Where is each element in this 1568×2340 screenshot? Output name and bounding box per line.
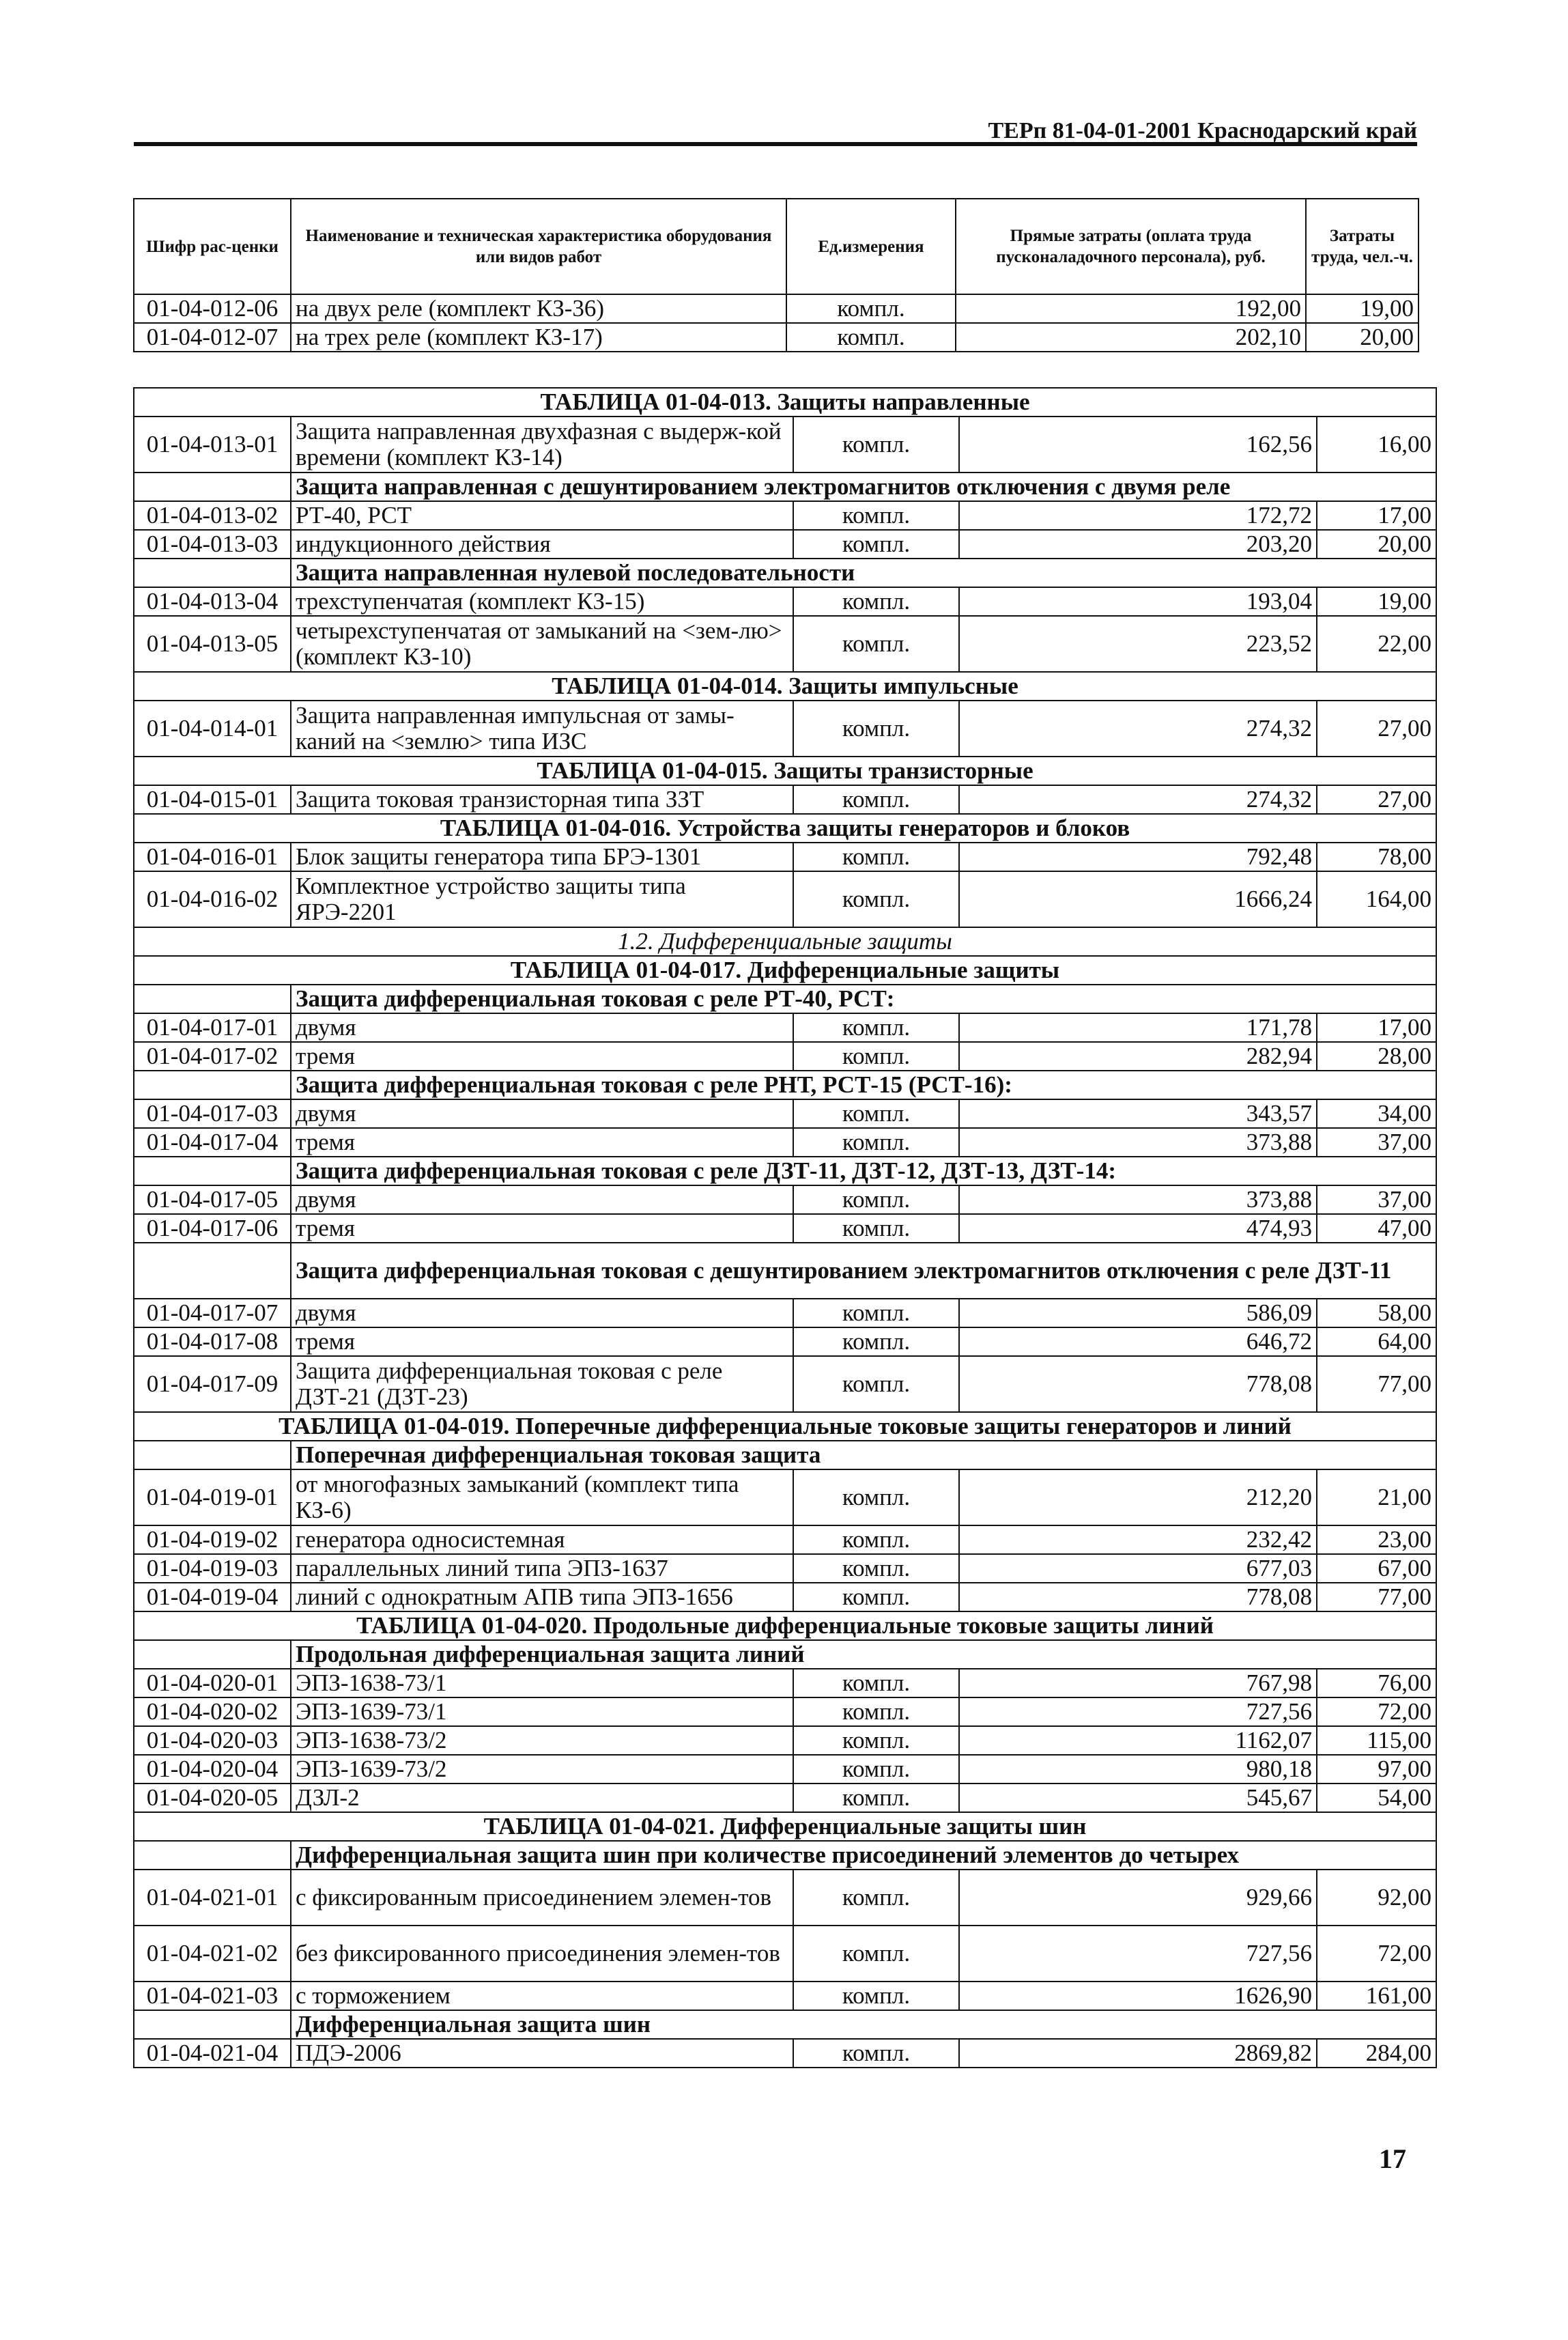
rates-table: [133, 387, 1437, 2068]
cell-name: трехступенчатая (комплект КЗ-15): [291, 587, 793, 616]
cell-name: с фиксированным присоединением элемен-тов: [291, 1870, 793, 1926]
cell-cost: 778,08: [959, 1583, 1317, 1611]
cell-name: двумя: [291, 1013, 793, 1042]
subheading: Продольная дифференциальная защита линий: [291, 1640, 1436, 1669]
cell-labor: 22,00: [1317, 616, 1436, 672]
cell-code: 01-04-020-01: [134, 1669, 291, 1697]
cell-labor: 28,00: [1317, 1042, 1436, 1071]
cell-unit: компл.: [793, 785, 959, 814]
cell-cost: 203,20: [959, 530, 1317, 559]
cell-code: 01-04-019-04: [134, 1583, 291, 1611]
subheading: Защита направленная нулевой последовательности: [291, 559, 1436, 587]
cell-labor: 72,00: [1317, 1926, 1436, 1982]
cell-code: 01-04-013-04: [134, 587, 291, 616]
cell-code: 01-04-014-01: [134, 701, 291, 757]
cell-labor: 164,00: [1317, 871, 1436, 927]
cell-code: 01-04-019-01: [134, 1469, 291, 1525]
cell-name: четырехступенчатая от замыканий на <зем-лю> (комплект КЗ-10): [291, 616, 793, 672]
cell-labor: 17,00: [1317, 501, 1436, 530]
cell-code: 01-04-016-02: [134, 871, 291, 927]
cell-name: Защита токовая транзисторная типа ЗЗТ: [291, 785, 793, 814]
cell-name: Защита направленная импульсная от замы-каний на <землю> типа ИЗС: [291, 701, 793, 757]
cell-cost: 373,88: [959, 1128, 1317, 1157]
subheading: Дифференциальная защита шин: [291, 2010, 1436, 2039]
cell-cost: 192,00: [956, 294, 1306, 323]
cell-code: 01-04-017-08: [134, 1327, 291, 1356]
cell-cost: 172,72: [959, 501, 1317, 530]
cell-unit: компл.: [793, 1982, 959, 2010]
header-table: [133, 198, 1419, 352]
cell-name: параллельных линий типа ЭПЗ-1637: [291, 1554, 793, 1583]
cell-name: Комплектное устройство защиты типа ЯРЭ-2201: [291, 871, 793, 927]
table-row: [134, 616, 1436, 672]
table-row: [134, 1926, 1436, 1982]
table-row: [134, 1982, 1436, 2010]
cell-cost: 274,32: [959, 701, 1317, 757]
table-row: [134, 417, 1436, 473]
cell-name: на трех реле (комплект КЗ-17): [291, 323, 786, 352]
subheading: Защита дифференциальная токовая с реле ДЗТ-11, ДЗТ-12, ДЗТ-13, ДЗТ-14:: [291, 1157, 1436, 1185]
cell-cost: 980,18: [959, 1755, 1317, 1784]
cell-code: 01-04-017-03: [134, 1099, 291, 1128]
cell-cost: 1626,90: [959, 1982, 1317, 2010]
col-header-unit: Ед.измерения: [786, 199, 956, 294]
cell-cost: 727,56: [959, 1697, 1317, 1726]
cell-name: ЭПЗ-1638-73/1: [291, 1669, 793, 1697]
cell-name: тремя: [291, 1042, 793, 1071]
cell-name: без фиксированного присоединения элемен-тов: [291, 1926, 793, 1982]
cell-labor: 92,00: [1317, 1870, 1436, 1926]
table-row: [134, 1128, 1436, 1157]
cell-labor: 47,00: [1317, 1214, 1436, 1243]
cell-unit: компл.: [793, 1469, 959, 1525]
cell-unit: компл.: [793, 1214, 959, 1243]
cell-cost: 778,08: [959, 1356, 1317, 1412]
cell-code: 01-04-013-03: [134, 530, 291, 559]
cell-code: 01-04-013-01: [134, 417, 291, 473]
cell-unit: компл.: [793, 1525, 959, 1554]
cell-unit: компл.: [793, 871, 959, 927]
cell-code: 01-04-020-04: [134, 1755, 291, 1784]
table-row: [134, 1554, 1436, 1583]
table-row: [134, 1299, 1436, 1327]
table-row: [134, 785, 1436, 814]
cell-labor: 27,00: [1317, 785, 1436, 814]
cell-name: ЭПЗ-1639-73/1: [291, 1697, 793, 1726]
cell-cost: 767,98: [959, 1669, 1317, 1697]
cell-code: 01-04-013-02: [134, 501, 291, 530]
cell-code: 01-04-020-02: [134, 1697, 291, 1726]
cell-cost: 929,66: [959, 1870, 1317, 1926]
col-header-labor: Затраты труда, чел.-ч.: [1306, 199, 1419, 294]
page-number: 17: [1379, 2143, 1406, 2174]
cell-unit: компл.: [793, 1099, 959, 1128]
cell-labor: 115,00: [1317, 1726, 1436, 1755]
cell-name: Блок защиты генератора типа БРЭ-1301: [291, 843, 793, 871]
table-title-017: ТАБЛИЦА 01-04-017. Дифференциальные защиты: [134, 956, 1436, 985]
cell-unit: компл.: [793, 1327, 959, 1356]
col-header-name: Наименование и техническая характеристика оборудования или видов работ: [291, 199, 786, 294]
cell-unit: компл.: [793, 616, 959, 672]
cell-cost: 282,94: [959, 1042, 1317, 1071]
cell-labor: 21,00: [1317, 1469, 1436, 1525]
cell-unit: компл.: [793, 2039, 959, 2068]
cell-name: на двух реле (комплект КЗ-36): [291, 294, 786, 323]
subheading: Защита дифференциальная токовая с дешунтированием электромагнитов отключения с реле ДЗТ-11: [291, 1243, 1436, 1299]
cell-cost: 727,56: [959, 1926, 1317, 1982]
cell-cost: 193,04: [959, 587, 1317, 616]
cell-unit: компл.: [793, 1669, 959, 1697]
cell-code: 01-04-017-09: [134, 1356, 291, 1412]
cell-cost: 1666,24: [959, 871, 1317, 927]
cell-labor: 20,00: [1317, 530, 1436, 559]
cell-cost: 162,56: [959, 417, 1317, 473]
table-title-014: ТАБЛИЦА 01-04-014. Защиты импульсные: [134, 672, 1436, 701]
table-title-016: ТАБЛИЦА 01-04-016. Устройства защиты генераторов и блоков: [134, 814, 1436, 843]
table-row: [134, 1099, 1436, 1128]
cell-cost: 792,48: [959, 843, 1317, 871]
table-row: [134, 1327, 1436, 1356]
cell-name: ЭПЗ-1638-73/2: [291, 1726, 793, 1755]
cell-labor: 67,00: [1317, 1554, 1436, 1583]
table-row: [134, 1356, 1436, 1412]
cell-unit: компл.: [786, 323, 956, 352]
table-row: [134, 1583, 1436, 1611]
cell-unit: компл.: [793, 417, 959, 473]
cell-name: тремя: [291, 1128, 793, 1157]
document-header: ТЕРп 81-04-01-2001 Краснодарский край: [988, 118, 1417, 143]
table-row: [134, 501, 1436, 530]
cell-labor: 19,00: [1317, 587, 1436, 616]
cell-labor: 27,00: [1317, 701, 1436, 757]
table-row: [134, 1669, 1436, 1697]
cell-labor: 37,00: [1317, 1185, 1436, 1214]
cell-unit: компл.: [793, 843, 959, 871]
cell-code: 01-04-015-01: [134, 785, 291, 814]
cell-code: 01-04-021-02: [134, 1926, 291, 1982]
cell-code: 01-04-016-01: [134, 843, 291, 871]
cell-unit: компл.: [793, 1784, 959, 1812]
subheading: Защита дифференциальная токовая с реле РНТ, РСТ-15 (РСТ-16):: [291, 1071, 1436, 1099]
cell-labor: 58,00: [1317, 1299, 1436, 1327]
cell-cost: 171,78: [959, 1013, 1317, 1042]
cell-code: 01-04-017-04: [134, 1128, 291, 1157]
table-row: [134, 1870, 1436, 1926]
table-row: [134, 1469, 1436, 1525]
cell-unit: компл.: [793, 1926, 959, 1982]
table-row: [134, 294, 1419, 323]
cell-unit: компл.: [793, 1697, 959, 1726]
table-title-021: ТАБЛИЦА 01-04-021. Дифференциальные защиты шин: [134, 1812, 1436, 1841]
subheading: Защита направленная с дешунтированием электромагнитов отключения с двумя реле: [291, 473, 1436, 501]
cell-unit: компл.: [793, 1726, 959, 1755]
cell-name: с торможением: [291, 1982, 793, 2010]
table-row: [134, 1185, 1436, 1214]
cell-unit: компл.: [793, 1554, 959, 1583]
cell-cost: 373,88: [959, 1185, 1317, 1214]
cell-unit: компл.: [793, 1185, 959, 1214]
cell-code: 01-04-017-01: [134, 1013, 291, 1042]
cell-unit: компл.: [793, 1299, 959, 1327]
cell-cost: 474,93: [959, 1214, 1317, 1243]
table-row: [134, 871, 1436, 927]
cell-unit: компл.: [793, 1042, 959, 1071]
cell-unit: компл.: [793, 1128, 959, 1157]
cell-cost: 1162,07: [959, 1726, 1317, 1755]
cell-name: двумя: [291, 1299, 793, 1327]
cell-cost: 677,03: [959, 1554, 1317, 1583]
cell-code: 01-04-017-05: [134, 1185, 291, 1214]
table-row: [134, 1697, 1436, 1726]
cell-labor: 77,00: [1317, 1583, 1436, 1611]
section-heading: 1.2. Дифференциальные защиты: [134, 927, 1436, 956]
cell-labor: 54,00: [1317, 1784, 1436, 1812]
cell-code: 01-04-021-03: [134, 1982, 291, 2010]
cell-code: 01-04-020-03: [134, 1726, 291, 1755]
cell-labor: 72,00: [1317, 1697, 1436, 1726]
cell-name: ЭПЗ-1639-73/2: [291, 1755, 793, 1784]
table-row: [134, 2039, 1436, 2068]
cell-cost: 343,57: [959, 1099, 1317, 1128]
table-title-020: ТАБЛИЦА 01-04-020. Продольные дифференциальные токовые защиты линий: [134, 1611, 1436, 1640]
cell-unit: компл.: [793, 1755, 959, 1784]
cell-cost: 212,20: [959, 1469, 1317, 1525]
table-row: [134, 1013, 1436, 1042]
table-title-015: ТАБЛИЦА 01-04-015. Защиты транзисторные: [134, 757, 1436, 785]
cell-cost: 232,42: [959, 1525, 1317, 1554]
cell-name: РТ-40, РСТ: [291, 501, 793, 530]
table-row: [134, 323, 1419, 352]
cell-labor: 78,00: [1317, 843, 1436, 871]
cell-cost: 202,10: [956, 323, 1306, 352]
cell-cost: 586,09: [959, 1299, 1317, 1327]
cell-code: 01-04-021-01: [134, 1870, 291, 1926]
cell-name: индукционного действия: [291, 530, 793, 559]
cell-cost: 223,52: [959, 616, 1317, 672]
cell-labor: 20,00: [1306, 323, 1419, 352]
col-header-cost: Прямые затраты (оплата труда пусконаладочного персонала), руб.: [956, 199, 1306, 294]
cell-name: генератора односистемная: [291, 1525, 793, 1554]
cell-labor: 76,00: [1317, 1669, 1436, 1697]
cell-code: 01-04-019-02: [134, 1525, 291, 1554]
cell-cost: 274,32: [959, 785, 1317, 814]
subheading: Дифференциальная защита шин при количестве присоединений элементов до четырех: [291, 1841, 1436, 1870]
subheading: Поперечная дифференциальная токовая защита: [291, 1441, 1436, 1469]
cell-name: Защита направленная двухфазная с выдерж-кой времени (комплект КЗ-14): [291, 417, 793, 473]
table-row: [134, 1214, 1436, 1243]
col-header-code: Шифр рас-ценки: [134, 199, 291, 294]
table-row: [134, 1042, 1436, 1071]
cell-unit: компл.: [786, 294, 956, 323]
cell-labor: 161,00: [1317, 1982, 1436, 2010]
cell-name: двумя: [291, 1099, 793, 1128]
cell-unit: компл.: [793, 501, 959, 530]
cell-code: 01-04-012-06: [134, 294, 291, 323]
table-title-013: ТАБЛИЦА 01-04-013. Защиты направленные: [134, 388, 1436, 417]
cell-name: двумя: [291, 1185, 793, 1214]
cell-name: тремя: [291, 1214, 793, 1243]
cell-labor: 19,00: [1306, 294, 1419, 323]
cell-unit: компл.: [793, 1356, 959, 1412]
cell-unit: компл.: [793, 530, 959, 559]
cell-unit: компл.: [793, 1013, 959, 1042]
cell-code: 01-04-017-06: [134, 1214, 291, 1243]
cell-name: ДЗЛ-2: [291, 1784, 793, 1812]
table-row: [134, 1784, 1436, 1812]
cell-labor: 17,00: [1317, 1013, 1436, 1042]
cell-name: линий с однократным АПВ типа ЭПЗ-1656: [291, 1583, 793, 1611]
cell-name: тремя: [291, 1327, 793, 1356]
cell-unit: компл.: [793, 1870, 959, 1926]
cell-code: 01-04-013-05: [134, 616, 291, 672]
cell-code: 01-04-020-05: [134, 1784, 291, 1812]
cell-labor: 97,00: [1317, 1755, 1436, 1784]
cell-unit: компл.: [793, 701, 959, 757]
table-row: [134, 530, 1436, 559]
table-row: [134, 1726, 1436, 1755]
table-row: [134, 587, 1436, 616]
cell-cost: 545,67: [959, 1784, 1317, 1812]
cell-labor: 77,00: [1317, 1356, 1436, 1412]
cell-name: от многофазных замыканий (комплект типа КЗ-6): [291, 1469, 793, 1525]
cell-labor: 16,00: [1317, 417, 1436, 473]
cell-labor: 64,00: [1317, 1327, 1436, 1356]
header-rule: [134, 142, 1417, 146]
table-row: [134, 701, 1436, 757]
cell-labor: 284,00: [1317, 2039, 1436, 2068]
table-title-019: ТАБЛИЦА 01-04-019. Поперечные дифференциальные токовые защиты генераторов и линий: [134, 1412, 1436, 1441]
subheading: Защита дифференциальная токовая с реле РТ-40, РСТ:: [291, 985, 1436, 1013]
cell-name: ПДЭ-2006: [291, 2039, 793, 2068]
cell-unit: компл.: [793, 1583, 959, 1611]
cell-labor: 23,00: [1317, 1525, 1436, 1554]
cell-labor: 37,00: [1317, 1128, 1436, 1157]
cell-name: Защита дифференциальная токовая с реле ДЗТ-21 (ДЗТ-23): [291, 1356, 793, 1412]
table-row: [134, 843, 1436, 871]
cell-code: 01-04-012-07: [134, 323, 291, 352]
cell-code: 01-04-019-03: [134, 1554, 291, 1583]
cell-unit: компл.: [793, 587, 959, 616]
table-row: [134, 1525, 1436, 1554]
cell-code: 01-04-017-07: [134, 1299, 291, 1327]
cell-code: 01-04-021-04: [134, 2039, 291, 2068]
cell-cost: 646,72: [959, 1327, 1317, 1356]
cell-labor: 34,00: [1317, 1099, 1436, 1128]
cell-cost: 2869,82: [959, 2039, 1317, 2068]
column-header-row: [134, 199, 1419, 294]
cell-code: 01-04-017-02: [134, 1042, 291, 1071]
table-row: [134, 1755, 1436, 1784]
